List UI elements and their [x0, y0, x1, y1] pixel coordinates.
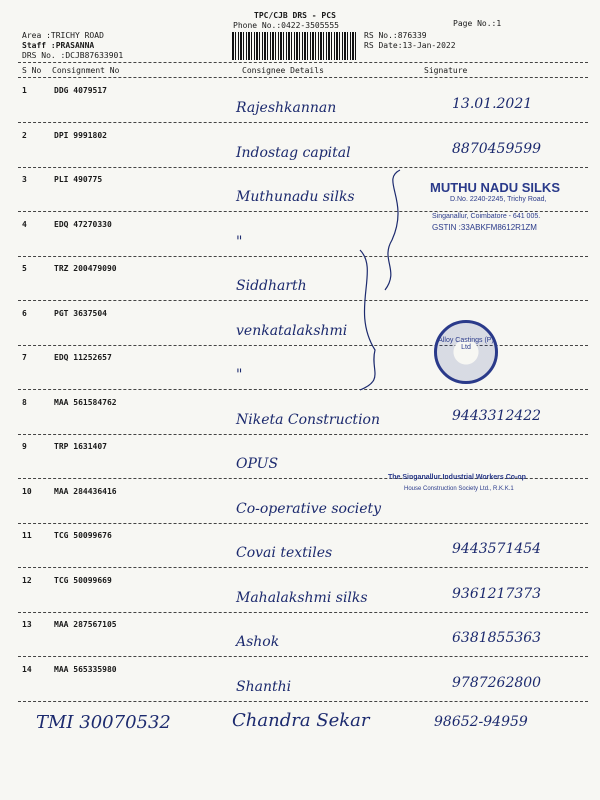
- seal-company: MUTHU NADU SILKS: [430, 180, 560, 195]
- row-consignee: ": [236, 367, 243, 383]
- company-header: TPC/CJB DRS - PCS: [254, 11, 336, 20]
- row-consignee: Covai textiles: [236, 545, 333, 561]
- row-consignee: Mahalakshmi silks: [236, 589, 368, 606]
- col-signature: Signature: [424, 66, 468, 75]
- row-sno: 8: [22, 397, 27, 407]
- row-divider: [18, 701, 588, 702]
- row-consignment: EDQ 47270330: [54, 219, 112, 229]
- row-divider: [18, 256, 588, 257]
- row-consignee: Niketa Construction: [236, 411, 380, 428]
- row-consignee: Indostag capital: [236, 144, 351, 161]
- area-field: Area :TRICHY ROAD: [22, 31, 104, 40]
- row-signature: 9361217373: [452, 585, 542, 602]
- row-consignment: MAA 287567105: [54, 620, 117, 629]
- row-divider: [18, 167, 588, 168]
- rs-date: RS Date:13-Jan-2022: [364, 41, 456, 50]
- row-consignment: PLI 490775: [54, 175, 103, 184]
- row-consignee: Shanthi: [236, 678, 292, 695]
- row-signature: 13.01.2021: [452, 96, 533, 112]
- row-sno: 10: [22, 486, 32, 496]
- row-divider: [18, 434, 588, 435]
- seal-gstin: GSTIN :33ABKFM8612R1ZM: [432, 223, 537, 232]
- row-consignee: venkatalakshmi: [236, 322, 348, 339]
- row-consignment: TRZ 200479090: [54, 264, 117, 273]
- row-sno: 6: [22, 308, 27, 318]
- row-sno: 3: [22, 175, 27, 184]
- phone-number: Phone No.:0422-3505555: [233, 21, 339, 30]
- barcode: [232, 32, 356, 60]
- row-consignment: TCG 50099669: [54, 575, 112, 585]
- row-sno: 5: [22, 264, 27, 273]
- row-divider: [18, 300, 588, 301]
- row-sno: 14: [22, 664, 32, 674]
- row-signature: 6381855363: [452, 630, 542, 646]
- col-consignee: Consignee Details: [242, 66, 324, 75]
- row-consignee: Siddharth: [236, 278, 307, 294]
- handwritten-bracket: [340, 160, 420, 400]
- coop-stamp-line2: House Construction Society Ltd., R.K.K.1: [404, 486, 514, 492]
- row-consignment: DPI 9991802: [54, 130, 107, 140]
- row-consignee: OPUS: [236, 456, 279, 472]
- seal-address2: Singanallur, Coimbatore - 641 005.: [432, 213, 541, 220]
- seal-address1: D.No. 2240-2245, Trichy Road,: [450, 196, 547, 203]
- row-consignment: TCG 50099676: [54, 531, 112, 540]
- tmi-number: TMI 30070532: [36, 712, 171, 733]
- row-sno: 4: [22, 219, 27, 229]
- row-signature: 9787262800: [452, 674, 542, 691]
- row-divider: [18, 656, 588, 657]
- col-sno: S No: [22, 66, 42, 75]
- row-consignment: MAA 561584762: [54, 397, 117, 407]
- row-signature: 8870459599: [452, 140, 542, 157]
- col-consignment: Consignment No: [52, 66, 120, 75]
- row-consignment: MAA 565335980: [54, 664, 117, 674]
- row-sno: 2: [22, 130, 27, 140]
- row-divider: [18, 389, 588, 390]
- row-sno: 1: [22, 86, 27, 95]
- row-consignment: DDG 4079517: [54, 86, 107, 95]
- footer-name: Chandra Sekar: [232, 710, 370, 731]
- rs-number: RS No.:876339: [364, 31, 427, 40]
- columns-divider: [18, 77, 588, 78]
- coop-stamp-line1: The Singanallur Industrial Workers Co-op: [388, 474, 526, 481]
- row-sno: 12: [22, 575, 32, 585]
- row-divider: [18, 523, 588, 524]
- row-divider: [18, 612, 588, 613]
- row-consignee: Muthunadu silks: [236, 189, 355, 205]
- row-sno: 13: [22, 620, 32, 629]
- row-divider: [18, 122, 588, 123]
- row-consignment: EDQ 11252657: [54, 353, 112, 362]
- staff-field: Staff :PRASANNA: [22, 41, 95, 50]
- drs-number: DRS No. :DCJB87633901: [22, 51, 124, 60]
- row-consignee: Co-operative society: [236, 500, 382, 517]
- row-consignment: TRP 1631407: [54, 442, 107, 451]
- footer-phone: 98652-94959: [434, 714, 528, 730]
- header-divider: [18, 62, 588, 63]
- row-sno: 11: [22, 531, 32, 540]
- row-sno: 7: [22, 353, 27, 362]
- row-divider: [18, 211, 588, 212]
- row-divider: [18, 567, 588, 568]
- page-number: Page No.:1: [453, 19, 502, 28]
- row-divider: [18, 345, 588, 346]
- row-consignee: Rajeshkannan: [236, 100, 337, 116]
- row-sno: 9: [22, 442, 27, 451]
- alloy-castings-stamp: Alloy Castings (P) Ltd: [434, 320, 498, 384]
- row-consignment: PGT 3637504: [54, 308, 107, 318]
- row-consignee: Ashok: [236, 634, 280, 650]
- row-consignee: ": [236, 233, 243, 250]
- row-signature: 9443571454: [452, 541, 542, 557]
- row-consignment: MAA 284436416: [54, 486, 117, 496]
- row-signature: 9443312422: [452, 407, 542, 424]
